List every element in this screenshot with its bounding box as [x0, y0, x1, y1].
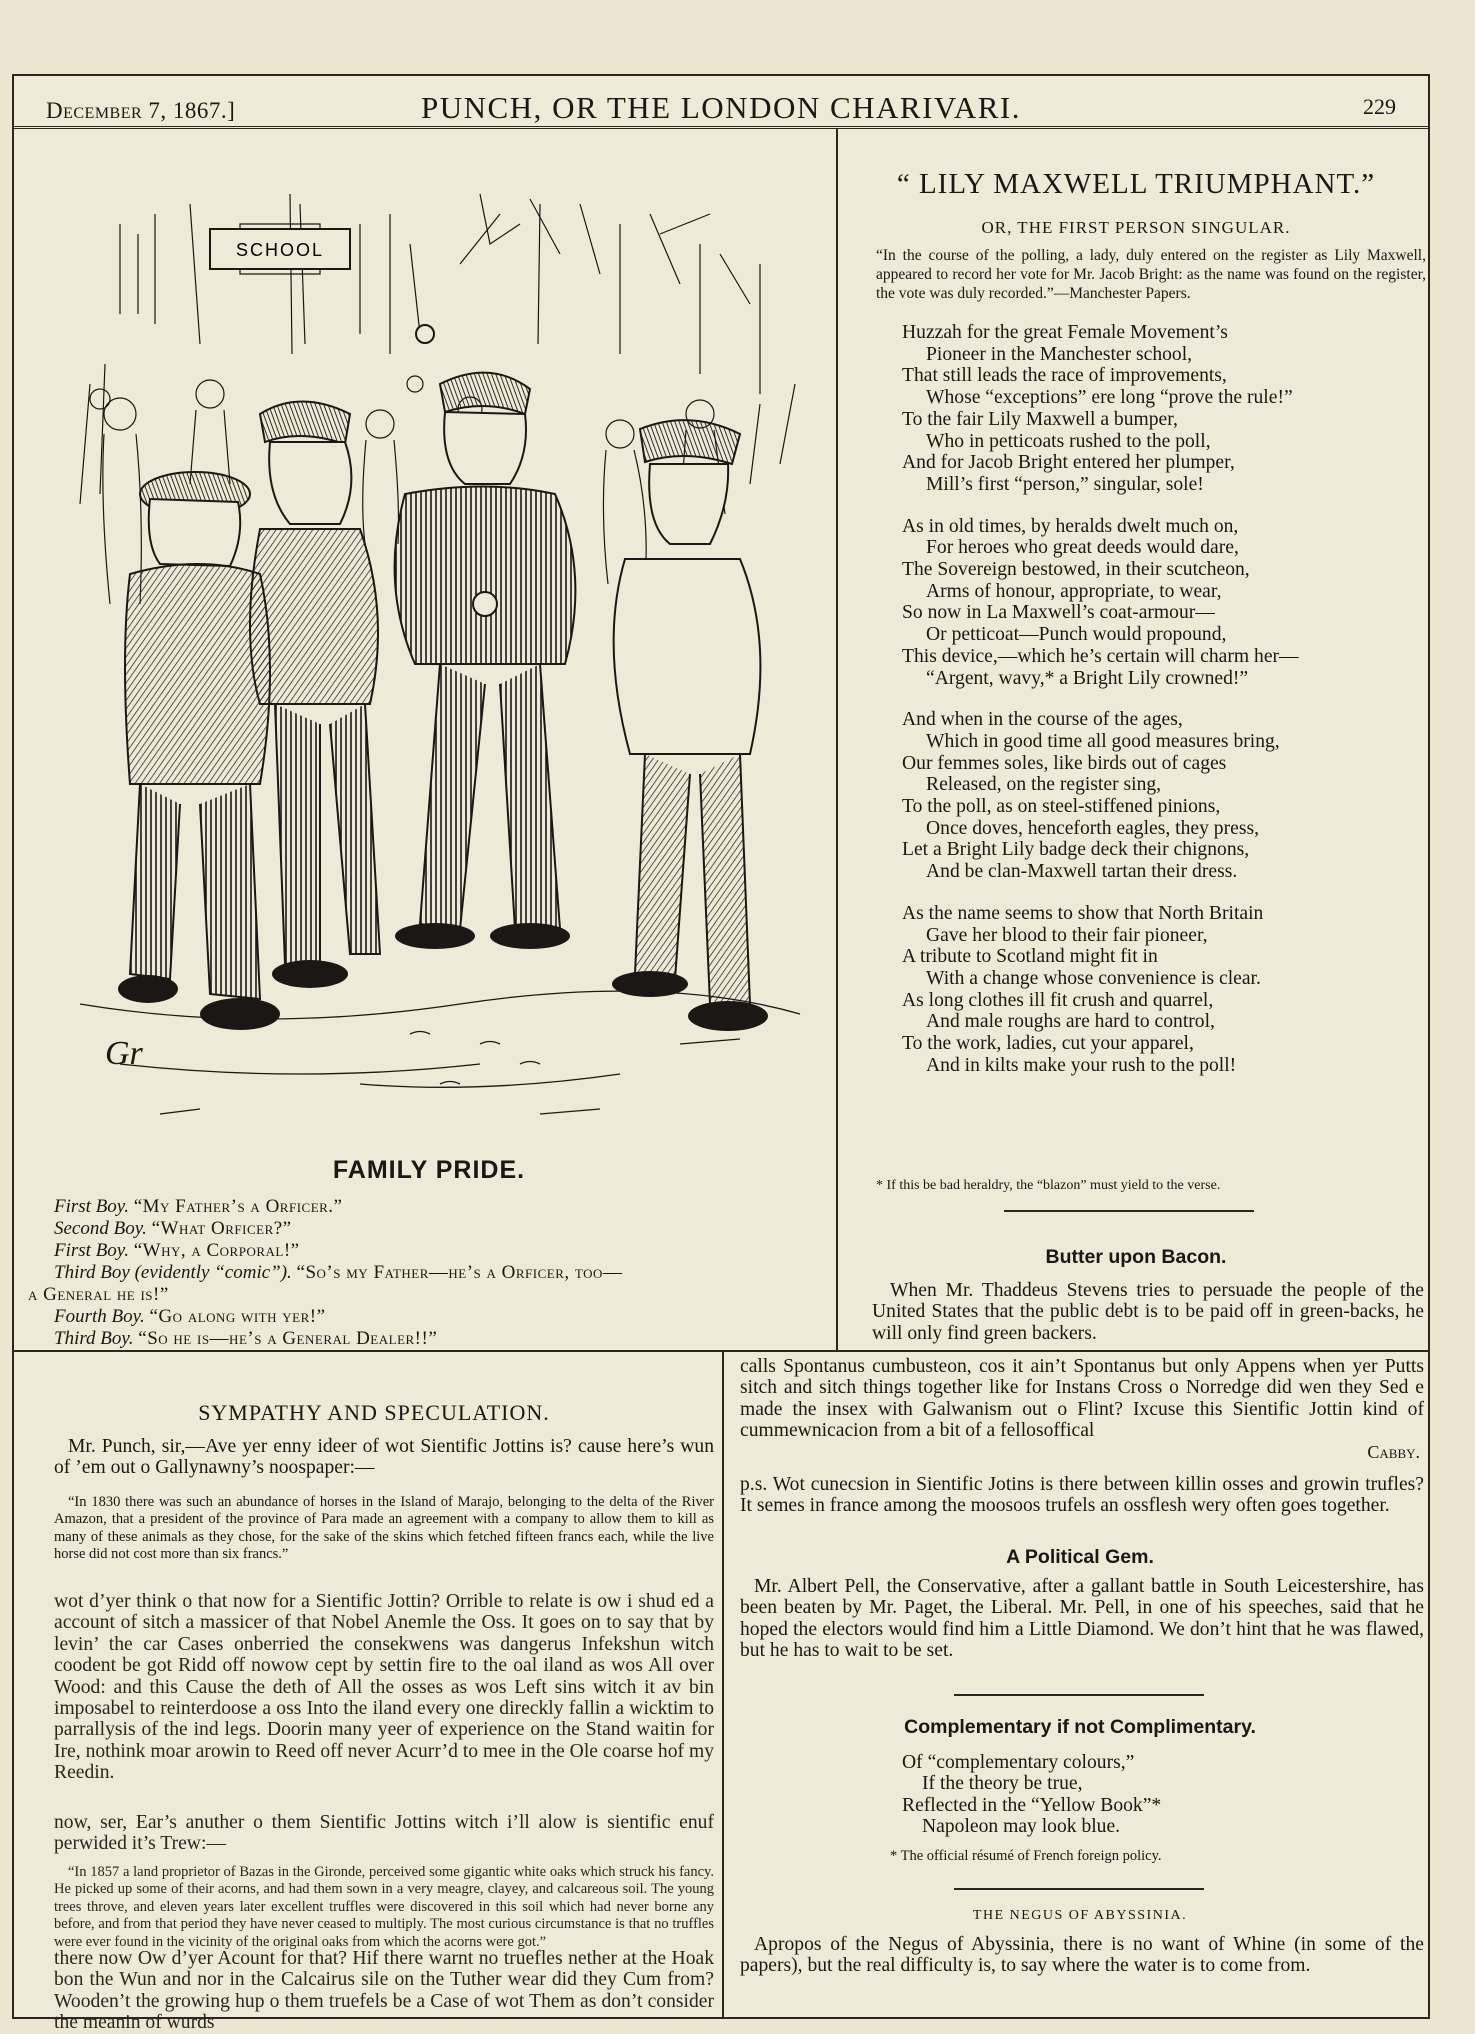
sympathy-quote-1: “In 1830 there was such an abundance of horses in the Island of Marajo, belonging to the delta of the River Amazon, that a president of the province of Para made an agreement with a company to allow them to kill as many of these animals as they chose, for the sake of the skins which fetched fifteen francs each, while the live horse did not cost more than six francs.”	[54, 1494, 714, 1563]
cartoon-title: FAMILY PRIDE.	[332, 1156, 526, 1184]
page-header	[14, 76, 1428, 129]
dialogue-line: Third Boy (evidently “comic”). “So’s my Father—he’s a Orficer, too—	[54, 1262, 623, 1283]
page-frame	[12, 74, 1430, 2034]
dialogue-line: a General he is!”	[28, 1284, 169, 1305]
complementary-footnote: * The official résumé of French foreign policy.	[890, 1848, 1162, 1864]
sympathy-title: SYMPATHY AND SPECULATION.	[198, 1400, 550, 1425]
butter-title: Butter upon Bacon.	[1045, 1246, 1227, 1268]
poem-stanza: As the name seems to show that North Britain Gave her blood to their fair pioneer, A tribute to Scotland might fit in With a change whose convenience is clear. As long clothes ill fit crush and quarrel, And male roughs are hard to control, To the work, ladies, cut your apparel, And in kilts make your rush to the poll!	[902, 902, 1264, 1076]
poem-body	[902, 322, 1432, 1097]
sympathy-postscript: p.s. Wot cunecsion in Sientific Jotins is there between killin osses and growin trufles? It semes in france among the moosoos trufels an ossflesh wery often goes together.	[740, 1474, 1424, 1517]
poem-stanza: Huzzah for the great Female Movement’s Pioneer in the Manchester school, That still leads the race of improvements, Whose “exceptions” ere long “prove the rule!” To the fair Lily Maxwell a bumper, Who in petticoats rushed to the poll, And for Jacob Bright entered her plumper, Mill’s first “person,” singular, sole!	[902, 322, 1293, 495]
dialogue-line: First Boy. “Why, a Corporal!”	[54, 1240, 300, 1261]
poem-subtitle: OR, THE FIRST PERSON SINGULAR.	[981, 218, 1291, 237]
second-boy-figure	[250, 402, 380, 989]
butter-text: When Mr. Thaddeus Stevens tries to persuade the people of the United States that the public debt is to be paid off in green-backs, he will only find green backers.	[872, 1280, 1424, 1344]
sympathy-quote-2: “In 1857 a land proprietor of Bazas in the Gironde, perceived some gigantic white oaks which struck his fancy. He picked up some of their acorns, and had them sown in a very meagre, clayey, and calcareous soil. The young trees throve, and eleven years later excellent truffles were discovered in this soil which had never borne any before, and from that period they have never ceased to multiply. The most curious circumstance is that no truffles were ever found in the vicinity of the original oaks from which the acorns were got.”	[54, 1864, 714, 1950]
poem-epigraph: “In the course of the polling, a lady, duly entered on the register as Lily Maxwell, appeared to record her vote for Mr. Jacob Bright: as the name was found on the register, the vote was duly recorded.”—Manchester Papers.	[876, 247, 1426, 302]
family-pride-cartoon	[60, 184, 805, 1146]
complementary-verse: Of “complementary colours,” If the theory be true, Reflected in the “Yellow Book”* Napoleon may look blue.	[902, 1752, 1162, 1838]
sympathy-body-4: calls Spontanus cumbusteon, cos it ain’t Spontanus but only Appens when yer Putts sitch and sitch things together like for Instans Cross o Norredge did wen they Sed e made the insex with Galwanism out o Flint? Ixcuse this Sientific Jottin kind of cummewnicacion from a bit of a fellosoffical	[740, 1356, 1424, 1442]
dialogue-line: Third Boy. “So he is—he’s a General Dealer!!”	[54, 1328, 438, 1349]
school-sign-text: SCHOOL	[235, 240, 325, 260]
gem-text: Mr. Albert Pell, the Conservative, after a gallant battle in South Leicestershire, has been beaten by Mr. Paget, the Liberal. Mr. Pell, in one of his speeches, said that he hoped the electors would find him a Little Diamond. We don’t hint that he was flawed, but he has to wait to be set.	[740, 1576, 1424, 1662]
dialogue-line: First Boy. “My Father’s a Orficer.”	[54, 1196, 343, 1217]
complementary-title: Complementary if not Complimentary.	[904, 1716, 1256, 1738]
gem-title: A Political Gem.	[1006, 1546, 1154, 1568]
poem-title: “ LILY MAXWELL TRIUMPHANT.”	[896, 168, 1376, 200]
lower-column-divider	[722, 1352, 724, 2019]
fourth-boy-figure	[612, 420, 768, 1031]
page-number: 229	[1363, 94, 1396, 119]
rule	[954, 1694, 1204, 1696]
svg-text:Gr: Gr	[105, 1035, 143, 1072]
negus-title: THE NEGUS OF ABYSSINIA.	[972, 1908, 1188, 1923]
sympathy-signature: Cabby.	[1367, 1442, 1420, 1462]
sympathy-body-1: wot d’yer think o that now for a Sientific Jottin? Orrible to relate is ow i shud ed a account of sitch a massicer of that Nobel Anemle the Oss. It goes on to say that by levin’ the car Cases onberried the consekwens was dangerus Infekshun witch coodent be got Ridd off nowow cept by settin fire to the oal iland as wos All over Wood: and this Cause the deth of All the osses as wos Left sins witch it av bin imposabel to reinterdoose a oss Into the iland every one direckly fallin a wicktim to parrallysis of the ind legs. Doorin many yeer of experience on the Stand waitin for Ire, nothink moar arowin to Reed off never Acurr’d to mee in the Ole coarse hof my Reedin.	[54, 1591, 714, 1784]
dialogue-line: Fourth Boy. “Go along with yer!”	[54, 1306, 326, 1327]
rule	[1004, 1210, 1254, 1212]
negus-text: Apropos of the Negus of Abyssinia, there is no want of Whine (in some of the papers), but the real difficulty is, to say where the water is to come from.	[740, 1934, 1424, 1977]
third-boy-figure	[395, 373, 576, 949]
masthead-title: PUNCH, OR THE LONDON CHARIVARI.	[421, 90, 1021, 125]
sympathy-body-3: there now Ow d’yer Acount for that? Hif there warnt no truefles nether at the Hoak bon the Wun and nor in the Calcairus sile on the Tuther wear did they Cum from? Wooden’t the growing hup o them truefels be a Case of wot Them as don’t consider the meanin of wurds	[54, 1948, 714, 2034]
cartoon-dialogue	[28, 1196, 824, 1350]
issue-date: December 7, 1867.]	[46, 98, 236, 123]
section-divider	[14, 1350, 1428, 1352]
sympathy-intro: Mr. Punch, sir,—Ave yer enny ideer of wot Sientific Jottins is? cause here’s wun of ’em out o Gallynawny’s noospaper:—	[54, 1436, 714, 1479]
dialogue-line: Second Boy. “What Orficer?”	[54, 1218, 292, 1239]
rule	[954, 1888, 1204, 1890]
poem-stanza: And when in the course of the ages, Which in good time all good measures bring, Our femmes soles, like birds out of cages Released, on the register sing, To the poll, as on steel-stiffened pinions, Once doves, henceforth eagles, they press, Let a Bright Lily badge deck their chignons, And be clan-Maxwell tartan their dress.	[902, 709, 1280, 883]
poem-stanza: As in old times, by heralds dwelt much on, For heroes who great deeds would dare, The Sovereign bestowed, in their scutcheon, Arms of honour, appropriate, to wear, So now in La Maxwell’s coat-armour— Or petticoat—Punch would propound, This device,—which he’s certain will charm her— “Argent, wavy,* a Bright Lily crowned!”	[902, 515, 1299, 689]
poem-footnote: * If this be bad heraldry, the “blazon” must yield to the verse.	[876, 1178, 1221, 1193]
sympathy-body-2: now, ser, Ear’s anuther o them Sientific Jottins witch i’ll alow is sientific enuf perwided it’s Trew:—	[54, 1812, 714, 1855]
